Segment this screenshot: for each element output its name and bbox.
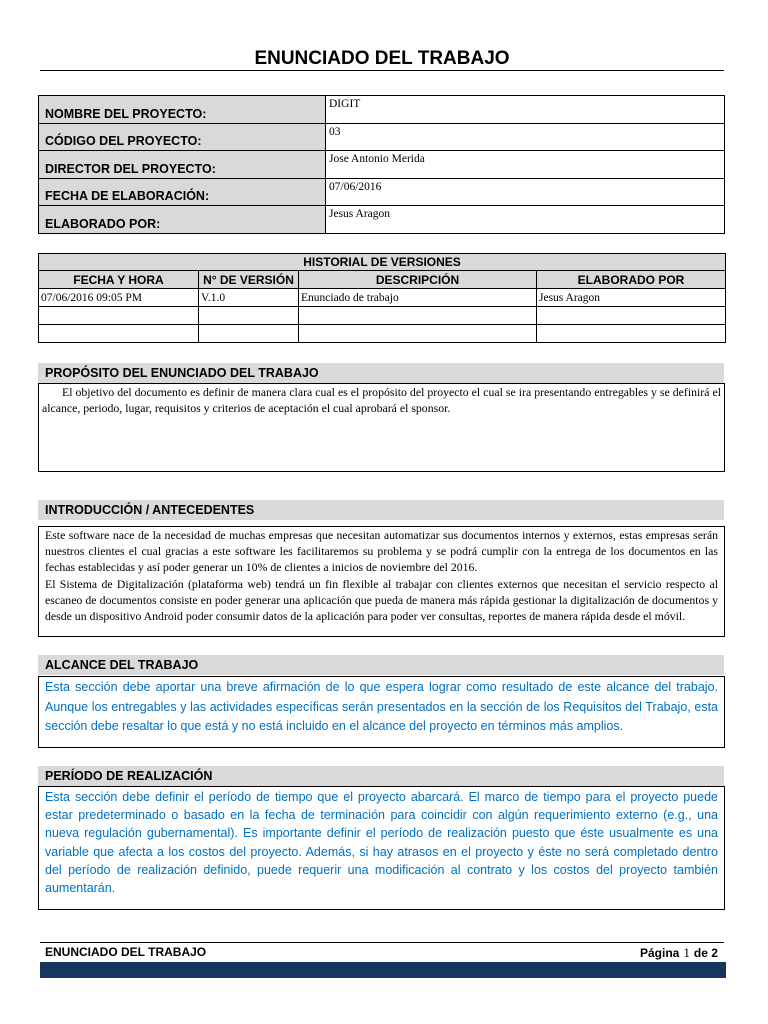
prepared-by-label: ELABORADO POR: bbox=[39, 206, 326, 234]
footer-bar bbox=[40, 962, 726, 978]
page-num: 1 bbox=[683, 945, 690, 960]
version-history-table bbox=[38, 253, 726, 343]
title-rule bbox=[40, 70, 724, 71]
intro-box bbox=[38, 526, 725, 637]
page-total: de 2 bbox=[693, 946, 718, 960]
project-name-label: NOMBRE DEL PROYECTO: bbox=[39, 96, 326, 124]
version-history-title: HISTORIAL DE VERSIONES bbox=[39, 254, 726, 271]
column-header: DESCRIPCIÓN bbox=[299, 271, 537, 289]
period-text: Esta sección debe definir el período de tiempo que el proyecto abarcará. El marco de tiempo para el proyecto puede estar predeterminado o basado en la fecha de terminación para coincidir con algún requerimiento externo (e.g., una nueva regulación gubernamental). Es importante definir el período de realización puesto que éste usualmente es una variable que afecta a los costos del proyecto. Además, si hay atrasos en el proyecto y éste no será completado dentro del período de realización definido, puede requerir una modificación al contrato y los costos del proyecto también aumentarán. bbox=[45, 790, 718, 896]
table-row bbox=[39, 123, 725, 151]
project-name-value: DIGIT bbox=[326, 96, 725, 124]
prepared-by-value: Jesus Aragon bbox=[326, 206, 725, 234]
period-box bbox=[38, 786, 725, 910]
table-row bbox=[39, 289, 726, 307]
project-code-value: 03 bbox=[326, 123, 725, 151]
column-header: FECHA Y HORA bbox=[39, 271, 199, 289]
table-cell bbox=[299, 307, 537, 325]
table-cell bbox=[299, 325, 537, 343]
table-cell: Enunciado de trabajo bbox=[299, 289, 537, 307]
intro-paragraph-1: Este software nace de la necesidad de muchas empresas que necesitan automatizar sus documentos internos y externos, estas empresas serán nuestros clientes el cual gracias a este software les facilitaremos su problema y se podrá cumplir con la entrega de los documentos en las fechas establecidas y así poder generar un 10% de clientes a inicios de noviembre del 2016. bbox=[45, 528, 718, 574]
column-header: ELABORADO POR bbox=[537, 271, 726, 289]
intro-heading: INTRODUCCIÓN / ANTECEDENTES bbox=[38, 500, 724, 520]
project-code-label: CÓDIGO DEL PROYECTO: bbox=[39, 123, 326, 151]
purpose-text: El objetivo del documento es definir de manera clara cual es el propósito del proyecto el cual se ira presentando entregables y se definirá el alcance, periodo, lugar, requisitos y criterios de aceptación el cual aprobará el sponsor. bbox=[42, 385, 721, 415]
scope-text: Esta sección debe aportar una breve afirmación de lo que espera lograr como resultado de este alcance del trabajo. Aunque los entregables y las actividades específicas serán presentados en la sección de los Requisitos del Trabajo, esta sección debe resaltar lo que está y no está incluido en el alcance del proyecto en términos más amplios. bbox=[45, 680, 718, 733]
project-director-label: DIRECTOR DEL PROYECTO: bbox=[39, 151, 326, 179]
project-info-table bbox=[38, 95, 725, 234]
column-header: N° DE VERSIÓN bbox=[199, 271, 299, 289]
table-cell: Jesus Aragon bbox=[537, 289, 726, 307]
purpose-box bbox=[38, 383, 725, 472]
table-cell bbox=[537, 325, 726, 343]
table-cell bbox=[39, 325, 199, 343]
table-row bbox=[39, 325, 726, 343]
table-cell bbox=[199, 307, 299, 325]
purpose-heading: PROPÓSITO DEL ENUNCIADO DEL TRABAJO bbox=[38, 363, 724, 383]
project-director-value: Jose Antonio Merida bbox=[326, 151, 725, 179]
document-title: ENUNCIADO DEL TRABAJO bbox=[254, 48, 510, 69]
table-row bbox=[39, 206, 725, 234]
table-cell bbox=[199, 325, 299, 343]
intro-paragraph-2: El Sistema de Digitalización (plataforma web) tendrá un fin flexible al trabajar con clientes externos que necesitan el servicio respecto al escaneo de documentos consiste en poder generar una aplicación que pueda de manera más rápida gestionar la digitalización de documentos y desde un dispositivo Android poder consumir datos de la aplicación para poder ver consultas, reportes de manera rápida desde el móvil. bbox=[45, 577, 718, 623]
table-row bbox=[39, 178, 725, 206]
footer-title: ENUNCIADO DEL TRABAJO bbox=[45, 945, 207, 959]
table-row bbox=[39, 151, 725, 179]
scope-heading: ALCANCE DEL TRABAJO bbox=[38, 655, 724, 675]
table-header-row bbox=[39, 271, 726, 289]
table-cell bbox=[537, 307, 726, 325]
footer-rule bbox=[40, 942, 724, 943]
page-number bbox=[640, 945, 718, 961]
table-cell: 07/06/2016 09:05 PM bbox=[39, 289, 199, 307]
table-cell bbox=[39, 307, 199, 325]
page-label: Página bbox=[640, 946, 680, 960]
period-heading: PERÍODO DE REALIZACIÓN bbox=[38, 766, 724, 786]
creation-date-value: 07/06/2016 bbox=[326, 178, 725, 206]
table-row bbox=[39, 307, 726, 325]
creation-date-label: FECHA DE ELABORACIÓN: bbox=[39, 178, 326, 206]
scope-box bbox=[38, 676, 725, 748]
table-cell: V.1.0 bbox=[199, 289, 299, 307]
table-row bbox=[39, 96, 725, 124]
